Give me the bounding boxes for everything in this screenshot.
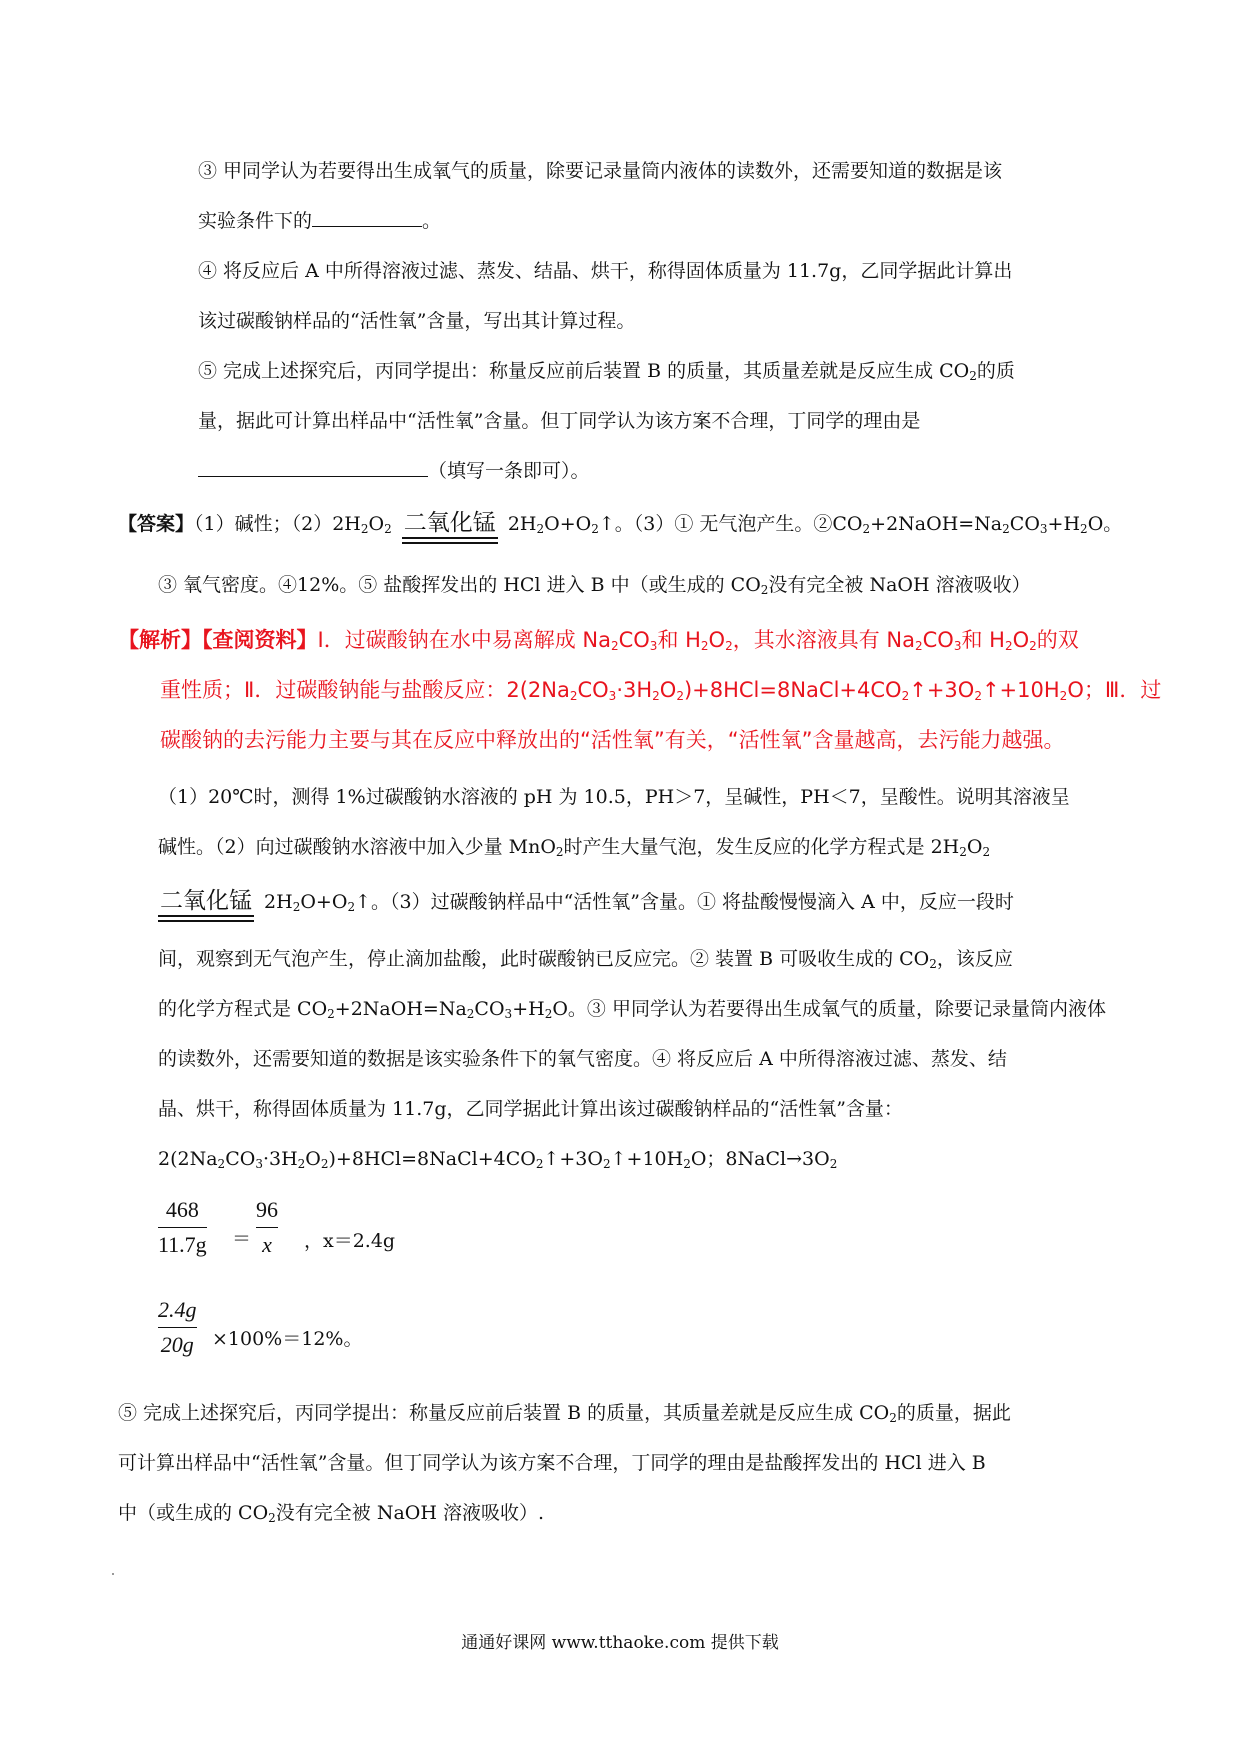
q4-line-2: 该过碳酸钠样品的“活性氧”含量，写出其计算过程。 [198,310,636,332]
answer-line-2: ③ 氧气密度。④12%。⑤ 盐酸挥发出的 HCl 进入 B 中（或生成的 $CO_2$没有完全被 NaOH 溶液吸收） [158,574,1031,597]
equals-sign: ＝ [232,1228,252,1250]
fraction-468-over-11.7g: 468 11.7g [158,1197,207,1257]
q3-line-1: ③ 甲同学认为若要得出生成氧气的质量，除要记录量筒内液体的读数外，还需要知道的数据是该 [198,160,1003,182]
fraction-96-over-x: 96 x [256,1197,278,1257]
body-line-9: ⑤ 完成上述探究后，丙同学提出：称量反应前后装置 B 的质量，其质量差就是反应生成 $CO_2$的质量，据此 [118,1402,1011,1425]
analysis-line-3: 碳酸钠的去污能力主要与其在反应中释放出的“活性氧”有关，“活性氧”含量越高，去污能力越强。 [160,728,1065,752]
body-line-6: 的读数外，还需要知道的数据是该实验条件下的氧气密度。④ 将反应后 A 中所得溶液过滤、蒸发、结 [158,1048,1007,1070]
body-line-2: 碱性。（2）向过碳酸钠水溶液中加入少量 MnO$_2$时产生大量气泡，发生反应的化学方程式是 $2H_2O_2$ [158,836,991,859]
body-line-11: 中（或生成的 $CO_2$没有完全被 NaOH 溶液吸收）. [118,1502,545,1525]
catalyst-label-2: 二氧化锰 [158,886,254,922]
analysis-label: 【解析】【查阅资料】 [118,628,318,652]
footer-credit: 通通好课网 www.tthaoke.com 提供下载 [461,1633,779,1653]
body-line-7: 晶、烘干，称得固体质量为 11.7g，乙同学据此计算出该过碳酸钠样品的“活性氧”含量： [158,1098,903,1120]
body-line-4: 间，观察到无气泡产生，停止滴加盐酸，此时碳酸钠已反应完。② 装置 B 可吸收生成的 $CO_2$，该反应 [158,948,1013,971]
q5-line-3: （填写一条即可）。 [198,456,590,486]
body-line-8: $2(2Na_2CO_3\cdot 3H_2O_2)+8HCl=8NaCl+4CO_2↑+3O_2↑+10H_2O$；$8NaCl\to 3O_2$ [158,1148,838,1171]
body-line-3: 二氧化锰 $2H_2O+O_2↑$。（3）过碳酸钠样品中“活性氧”含量。① 将盐酸慢慢滴入 A 中，反应一段时 [158,886,1014,922]
stray-dot [112,1573,114,1575]
q3-line-2: 实验条件下的 。 [198,206,441,236]
q4-line-1: ④ 将反应后 A 中所得溶液过滤、蒸发、结晶、烘干，称得固体质量为 11.7g，乙同学据此计算出 [198,260,1013,282]
q5-line-2: 量，据此可计算出样品中“活性氧”含量。但丁同学认为该方案不合理，丁同学的理由是 [198,410,921,432]
answer-line-1: 【答案】（1）碱性；$(2)2H_2O_2$ 二氧化锰 $2H_2O+O_2↑$。（3）① 无气泡产生。$②CO_2+2NaOH=Na_2CO_3+H_2O$。 [118,508,1122,544]
q5-line-1: ⑤ 完成上述探究后，丙同学提出：称量反应前后装置 B 的质量，其质量差就是反应生成 $CO_2$的质 [198,360,1015,383]
x-value: ，x＝2.4g [304,1230,396,1252]
analysis-line-1: 【解析】【查阅资料】Ⅰ．过碳酸钠在水中易离解成 $Na_2CO_3$和 $H_2O_2$，其水溶液具有 $Na_2CO_3$和 $H_2O_2$的双 [118,628,1079,653]
analysis-line-2: 重性质；Ⅱ．过碳酸钠能与盐酸反应：$2(2Na_2CO_3\cdot 3H_2O_2)+8HCl=8NaCl+4CO_2↑+3O_2↑+10H_2O$；Ⅲ．过 [160,678,1162,703]
body-line-1: （1）20℃时，测得 1%过碳酸钠水溶液的 pH 为 10.5，PH＞7，呈碱性，PH＜7，呈酸性。说明其溶液呈 [158,786,1070,808]
percent-result: ×100%＝12%。 [212,1328,363,1350]
body-line-5: 的化学方程式是 $CO_2+2NaOH=Na_2CO_3+H_2O$。③ 甲同学认为若要得出生成氧气的质量，除要记录量筒内液体 [158,998,1106,1021]
fraction-2.4g-over-20g: 2.4g 20g [158,1297,197,1357]
body-line-10: 可计算出样品中“活性氧”含量。但丁同学认为该方案不合理，丁同学的理由是盐酸挥发出的 HCl 进入 B [118,1452,986,1474]
q3-answer-blank[interactable] [312,206,422,227]
answer-label: 【答案】 [118,513,195,535]
catalyst-label: 二氧化锰 [402,508,498,544]
q5-answer-blank[interactable] [198,456,428,477]
